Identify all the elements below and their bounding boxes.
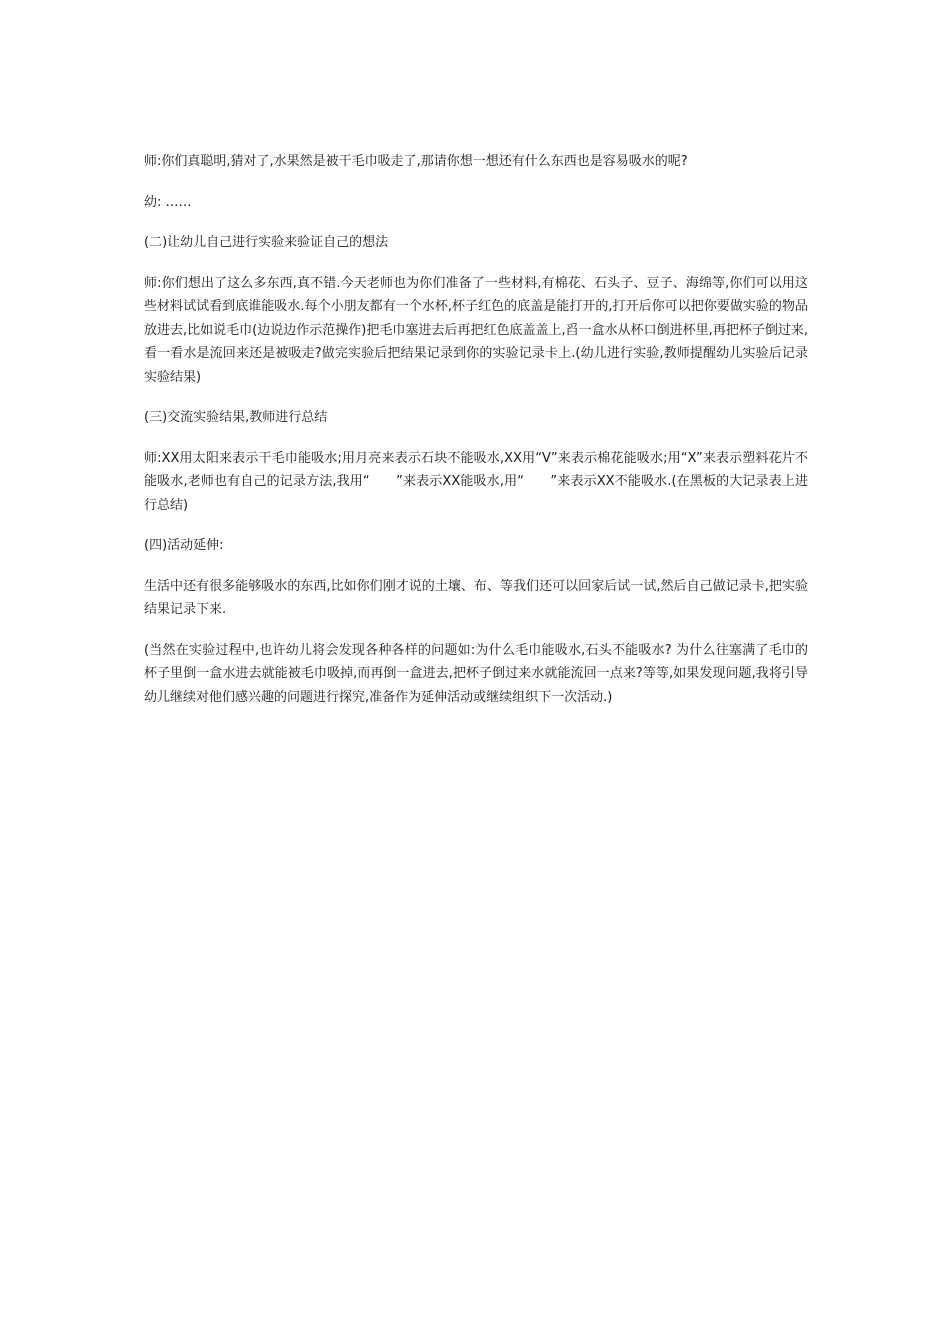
paragraph-extension-activity: 生活中还有很多能够吸水的东西,比如你们刚才说的土壤、布、等我们还可以回家后试一试,然后自己做记录卡,把实验结果记录下来.	[144, 578, 808, 617]
section-heading-3: (三)交流实验结果,教师进行总结	[144, 410, 328, 425]
paragraph-child-reply: 幼: ……	[144, 194, 192, 210]
paragraph-experiment-instructions: 师:你们想出了这么多东西,真不错.今天老师也为你们准备了一些材料,有棉花、石头子、豆子、海绵等,你们可以用这些材料试试看到底谁能吸水.每个小朋友都有一个水杯,杯子红色的底盖是能打开的,打开后你可以把你要做实验的物品放进去,比如说毛巾(边说边作示范操作)把毛巾塞进去后再把红色底盖盖上,舀一盒水从杯口倒进杯里,再把杯子倒过来,看一看水是流回来还是被吸走?做完实验后把结果记录到你的实验记录卡上.(幼儿进行实验,教师提醒幼儿实验后记录实验结果)	[144, 275, 808, 385]
section-heading-4: (四)活动延伸:	[144, 538, 224, 553]
section-heading-2: (二)让幼儿自己进行实验来验证自己的想法	[144, 235, 389, 250]
paragraph-teacher-praise: 师:你们真聪明,猜对了,水果然是被干毛巾吸走了,那请你想一想还有什么东西也是容易吸水的呢?	[144, 154, 688, 169]
document-body	[144, 150, 808, 726]
paragraph-closing-note: (当然在实验过程中,也许幼儿将会发现各种各样的问题如:为什么毛巾能吸水,石头不能吸水? 为什么往塞满了毛巾的杯子里倒一盒水进去就能被毛巾吸掉,而再倒一盒进去,把杯子倒过来水就能流回一点来?等等,如果发现问题,我将引导幼儿继续对他们感兴趣的问题进行探究,准备作为延伸活动或继续组织下一次活动.)	[144, 642, 808, 705]
paragraph-results-summary: 师:XX用太阳来表示干毛巾能吸水;用月亮来表示石块不能吸水,XX用“V”来表示棉花能吸水;用“X”来表示塑料花片不能吸水,老师也有自己的记录方法,我用“ ”来表示XX能吸水,用“ ”来表示XX不能吸水.(在黑板的大记录表上进行总结)	[144, 450, 808, 513]
